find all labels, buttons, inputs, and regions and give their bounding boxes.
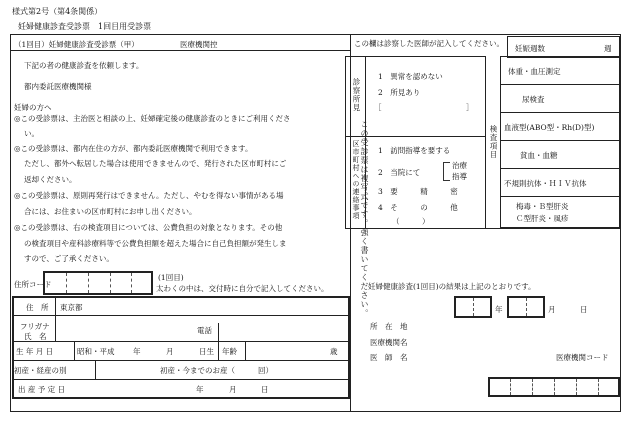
col-line xyxy=(245,341,246,360)
liaison-2-treatment: 治療 xyxy=(452,161,467,170)
to-mother-heading: 妊婦の方へ xyxy=(14,103,52,112)
row-line xyxy=(345,228,620,229)
form-title: 妊婦健康診査受診票 1回目用受診票 xyxy=(18,22,152,31)
clinic-copy-label: 医療機関控 xyxy=(180,40,218,49)
col-line xyxy=(485,56,486,228)
due-year-unit: 年 xyxy=(196,385,204,394)
date-year-unit: 年 xyxy=(495,305,503,314)
first-time-note: (1回目) xyxy=(158,273,184,282)
note-4b: の検査項目や産科診療料等で公費負担額を超えた場合に自己負担額が発生しま xyxy=(24,239,287,248)
col-line xyxy=(74,341,75,360)
digit-separator xyxy=(598,379,599,395)
digit-separator xyxy=(88,273,89,293)
row-line xyxy=(345,56,485,57)
liaison-3[interactable]: 3 要 精 密 xyxy=(378,187,458,196)
liaison-1[interactable]: 1 訪問指導を要する xyxy=(378,146,451,155)
era-label: 昭和・平成 xyxy=(77,347,115,356)
exam-item: 尿検査 xyxy=(522,95,545,104)
col-line xyxy=(55,297,56,341)
digit-separator xyxy=(66,273,67,293)
note-3a: ◎この受診票は、原則再発行はできません。ただし、やむを得ない事情がある場 xyxy=(14,191,284,200)
finding-2[interactable]: 2 所見あり xyxy=(378,88,421,97)
finding-bracket-open: ［ xyxy=(374,103,382,112)
col-line xyxy=(345,56,346,228)
col-line xyxy=(218,341,219,360)
digit-separator xyxy=(110,273,111,293)
parity-times: 回） xyxy=(258,366,273,375)
carbon-copy-notice: この受診票は複写式です。強く書いてください。 xyxy=(360,120,369,318)
age-unit: 歳 xyxy=(330,347,338,356)
date-day-unit: 日 xyxy=(580,305,588,314)
birth-year-unit: 年 xyxy=(133,347,141,356)
due-date-label: 出 産 予 定 日 xyxy=(18,385,66,394)
pregnancy-weeks-label: 妊娠週数 xyxy=(515,44,545,53)
parity-value[interactable]: 初産・今までのお産（ xyxy=(160,366,235,375)
row-line xyxy=(13,360,349,361)
digit-separator xyxy=(510,379,511,395)
row-line xyxy=(13,379,349,380)
parity-label: 初産・経産の別 xyxy=(14,366,67,375)
liaison-paren: （ ） xyxy=(392,217,430,226)
divider xyxy=(11,50,350,51)
liaison-4[interactable]: 4 そ の 他 xyxy=(378,203,458,212)
col-line xyxy=(365,56,366,228)
row-line xyxy=(500,196,620,197)
date-month-unit: 月 xyxy=(548,305,556,314)
digit-separator xyxy=(532,379,533,395)
exam-item: Ｃ型肝炎・風疹 xyxy=(516,214,569,223)
note-3b: 合には、お住まいの区市町村にお申し出ください。 xyxy=(24,207,197,216)
address-value[interactable]: 東京都 xyxy=(60,303,83,312)
row-line xyxy=(13,341,349,342)
liaison-brace xyxy=(443,162,450,181)
col-line xyxy=(95,360,96,379)
exam-item: 体重・血圧測定 xyxy=(508,67,561,76)
exam-item: 貧血・血糖 xyxy=(520,151,558,160)
col-line xyxy=(218,323,219,341)
exam-label: 検査項目 xyxy=(489,125,498,159)
phone-label: 電話 xyxy=(197,326,212,335)
note-2a: ◎この受診票は、都内在住の方が、都内委託医療機関で利用できます。 xyxy=(14,144,253,153)
exam-item: 梅毒・Ｂ型肝炎 xyxy=(516,202,569,211)
address-label: 住 所 xyxy=(26,303,49,312)
findings-label: 診察所見 xyxy=(352,78,361,112)
exam-item: 血液型(ABO型・Rh(D)型) xyxy=(504,123,595,132)
liaison-label: 区市町村への連絡事項 xyxy=(352,140,360,220)
location-label: 所 在 地 xyxy=(370,322,408,331)
note-2c: 返却ください。 xyxy=(24,175,77,184)
name-label: 氏 名 xyxy=(24,332,47,341)
due-day-unit: 日 xyxy=(261,385,269,394)
digit-separator xyxy=(554,379,555,395)
note-4a: ◎この受診票は、右の検査項目については、公費負担の対象となります。その他 xyxy=(14,223,283,232)
row-line xyxy=(500,140,620,141)
request-text: 下記の者の健康診査を依頼します。 xyxy=(24,61,144,70)
weeks-unit: 週 xyxy=(604,44,612,53)
birth-day-unit: 日生 xyxy=(199,347,214,356)
doctor-name-label: 医 師 名 xyxy=(370,353,408,362)
digit-separator xyxy=(473,298,474,316)
row-line xyxy=(345,136,485,137)
city-clinic: 都内委託医療機関様 xyxy=(24,82,92,91)
note-2b: ただし、都外へ転居した場合は使用できませんので、発行された区市町村にご xyxy=(24,159,287,168)
liaison-2-guidance: 指導 xyxy=(452,172,467,181)
digit-separator xyxy=(131,273,132,293)
digit-separator xyxy=(526,298,527,316)
note-4c: すので、ご了承ください。 xyxy=(24,254,114,263)
age-label: 年齢 xyxy=(222,347,237,356)
finding-1[interactable]: 1 異常を認めない xyxy=(378,72,443,81)
row-line xyxy=(500,168,620,169)
form-code: 様式第2号（第4条関係） xyxy=(12,7,103,16)
birth-label: 生 年 月 日 xyxy=(16,347,54,356)
clinic-name-label: 医療機関名 xyxy=(370,338,408,347)
doctor-note: この欄は診察した医師が記入してください。 xyxy=(354,39,504,48)
finding-bracket-close: ］ xyxy=(466,103,474,112)
note-1b: い。 xyxy=(24,129,39,138)
result-note: 妊婦健康診査(1回目)の結果は上記のとおりです。 xyxy=(368,282,536,291)
clinic-code-label: 医療機関コード xyxy=(556,353,609,362)
note-1a: ◎この受診票は、主治医と相談の上、妊婦確定後の健康診査のときにご利用くださ xyxy=(14,114,291,123)
liaison-2[interactable]: 2 当院にて xyxy=(378,168,421,177)
resident-code-label: 住所コード xyxy=(14,280,52,289)
due-month-unit: 月 xyxy=(229,385,237,394)
row-line xyxy=(500,112,620,113)
digit-separator xyxy=(576,379,577,395)
row-line xyxy=(13,315,349,316)
left-heading: （1回目）妊婦健康診査受診票（甲） xyxy=(14,40,139,49)
row-line xyxy=(500,84,620,85)
resident-code-field[interactable] xyxy=(43,271,153,295)
furigana-label: フリガナ xyxy=(20,322,50,331)
fill-instruction: 太わくの中は、交付時に自分で記入してください。 xyxy=(156,284,329,293)
exam-item: 不規則抗体・ＨＩＶ抗体 xyxy=(504,179,587,188)
birth-month-unit: 月 xyxy=(166,347,174,356)
